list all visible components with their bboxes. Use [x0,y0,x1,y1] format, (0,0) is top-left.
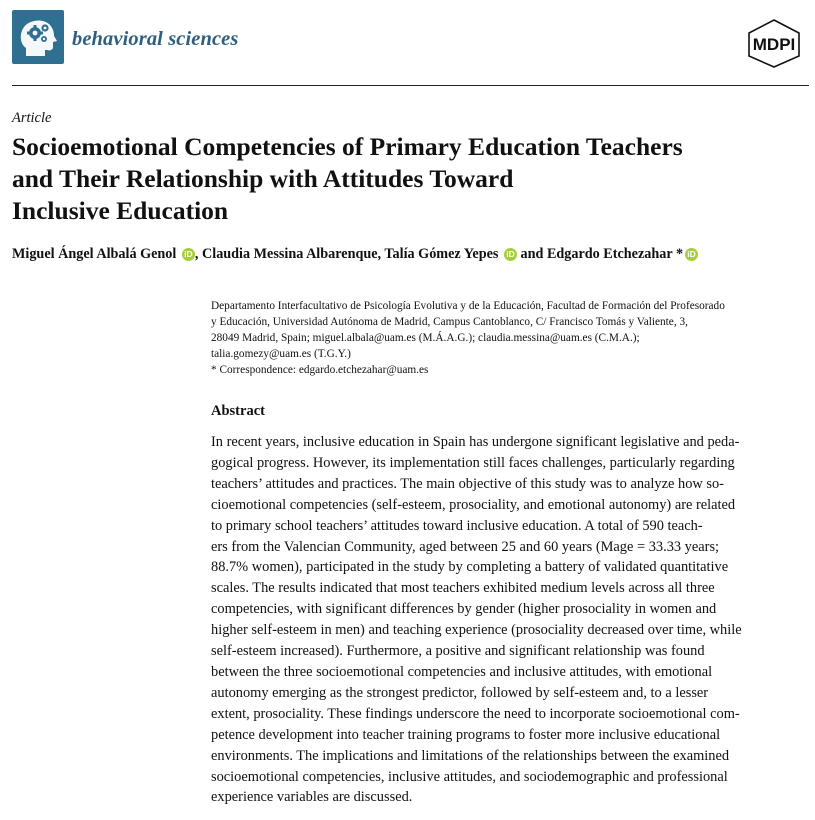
author-name[interactable]: Edgardo Etchezahar [546,246,673,262]
author-separator: , [194,246,202,262]
author-separator: and [516,246,547,262]
header-divider [12,85,809,86]
brain-gears-icon [12,10,64,64]
title-line: Socioemotional Competencies of Primary Education Teachers [12,132,683,161]
journal-name[interactable]: behavioral sciences [72,28,239,50]
abstract-line: to primary school teachers’ attitudes toward inclusive education. A total of 590 teach- [211,517,703,534]
corresponding-mark: * [675,246,684,262]
orcid-icon[interactable]: iD [504,248,517,261]
abstract-line: environments. The implications and limitations of the relationships between the examined [211,747,730,764]
title-line: and Their Relationship with Attitudes Toward [12,164,514,193]
abstract-line: cioemotional competencies (self-esteem, prosociality, and emotional autonomy) are related [211,496,736,513]
abstract-line: socioemotional competencies, inclusive attitudes, and sociodemographic and professional [211,768,728,785]
journal-header [0,0,815,90]
abstract-line: experience variables are discussed. [211,789,413,806]
journal-logo[interactable] [12,10,64,64]
article-type: Article [12,110,52,126]
author-name[interactable]: Miguel Ángel Albalá Genol [12,246,177,262]
abstract-line: self-esteem increased). Furthermore, a positive and significant relationship was found [211,643,705,660]
abstract-line: 88.7% women), participated in the study by completing a battery of validated quantitative [211,559,729,576]
title-line: Inclusive Education [12,196,229,225]
orcid-icon[interactable]: iD [685,248,698,261]
author-name[interactable]: Claudia Messina Albarenque [202,246,378,262]
abstract-line: extent, prosociality. These findings underscore the need to incorporate socioemotional com- [211,705,740,722]
affiliations [211,298,811,378]
abstract-line: competencies, with significant differences by gender (higher prosociality in women and [211,601,717,618]
abstract-line: petence development into teacher training programs to foster more inclusive educational [211,726,721,743]
affiliation-line: talia.gomezy@uam.es (T.G.Y.) [211,348,351,360]
article-title [12,131,802,227]
affiliation-line: 28049 Madrid, Spain; miguel.albala@uam.es (M.Á.A.G.); claudia.messina@uam.es (C.M.A.); [211,332,640,344]
abstract-line: In recent years, inclusive education in Spain has undergone significant legislative and peda- [211,434,740,450]
publisher-logo[interactable] [744,18,804,68]
abstract-body [211,432,811,808]
affiliation-line: Departamento Interfacultativo de Psicología Evolutiva y de la Educación, Facultad de Formación del Profesorado [211,300,725,312]
mdpi-hexagon-icon [744,18,804,68]
correspondence: * Correspondence: edgardo.etchezahar@uam.es [211,364,429,376]
abstract-line: autonomy emerging as the strongest predictor, followed by self-esteem and, to a lesser [211,684,709,701]
abstract-heading: Abstract [211,403,265,419]
abstract-line: between the three socioemotional competencies and inclusive attitudes, with emotional [211,663,713,680]
abstract-line: ers from the Valencian Community, aged between 25 and 60 years (Mage = 33.33 years; [211,538,720,555]
author-separator: , [377,246,385,262]
publisher-name: MDPI [752,35,796,54]
author-list [12,246,698,263]
abstract-line: scales. The results indicated that most teachers exhibited medium levels across all three [211,580,715,597]
orcid-icon[interactable]: iD [182,248,195,261]
affiliation-line: y Educación, Universidad Autónoma de Madrid, Campus Cantoblanco, C/ Francisco Tomás y Valiente, 3, [211,316,688,328]
abstract-line: teachers’ attitudes and practices. The main objective of this study was to analyze how so- [211,475,724,492]
abstract-line: higher self-esteem in men) and teaching experience (prosociality decreased over time, while [211,622,742,639]
abstract-line: gogical progress. However, its implementation still faces challenges, particularly regarding [211,454,735,471]
author-name[interactable]: Talía Gómez Yepes [384,246,499,262]
